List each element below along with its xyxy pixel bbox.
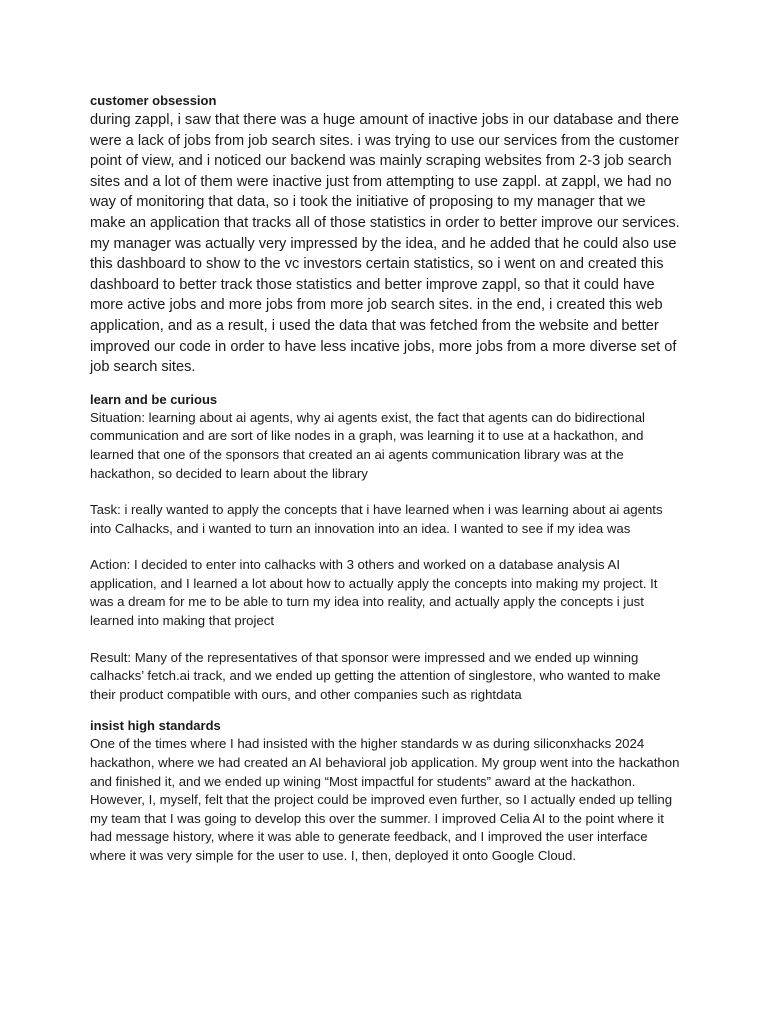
- section-insist-high-standards: [90, 717, 680, 865]
- task-paragraph: Task: i really wanted to apply the concepts that i have learned when i was learning about ai agents into Calhacks, and i wanted to turn an innovation into an idea. I wanted to see if my idea was: [90, 502, 663, 536]
- section-body: during zappl, i saw that there was a huge amount of inactive jobs in our database and there were a lack of jobs from job search sites. i was trying to use our services from the customer point of view, and i noticed our backend was mainly scraping websites from 2-3 job search sites and a lot of them were inactive just from attempting to use zappl. at zappl, we had no way of monitoring that data, so i took the initiative of proposing to my manager that we make an application that tracks all of those statistics in order to better improve our services. my manager was actually very impressed by the idea, and he added that he could also use this dashboard to show to the vc investors certain statistics, so i went on and created this dashboard to better track those statistics and better improve zappl, so that it could have more active jobs and more jobs from more job search sites. in the end, i created this web application, and as a result, i used the data that was fetched from the website and better improved our code in order to have less incative jobs, more jobs from a more diverse set of job search sites.: [90, 112, 680, 376]
- section-heading: insist high standards: [90, 718, 221, 734]
- section-body: One of the times where I had insisted with the higher standards w as during siliconxhacks 2024 hackathon, where we had created an AI behavioral job application. My group went into the hackathon and finished it, and we ended up wining “Most impactful for students” award at the hackathon. However, I, myself, felt that the project could be improved even further, so I actually ended up telling my team that I was going to develop this over the summer. I improved Celia AI to the point where it had message history, where it was able to generate feedback, and I improved the user interface where it was very simple for the user to use. I, then, deployed it onto Google Cloud.: [90, 736, 680, 863]
- section-heading: learn and be curious: [90, 391, 218, 407]
- document-page: [90, 92, 680, 866]
- situation-paragraph: Situation: learning about ai agents, why ai agents exist, the fact that agents can do bidirectional communication and are sort of like nodes in a graph, was learning it to use at a hackathon, and learned that one of the sponsors that created an ai agents communication library was at the hackathon, so decided to learn about the library: [90, 409, 645, 481]
- section-heading: customer obsession: [90, 93, 217, 108]
- section-customer-obsession: [90, 92, 680, 378]
- section-learn-and-be-curious: [90, 391, 680, 705]
- result-paragraph: Result: Many of the representatives of that sponsor were impressed and we ended up winning calhacks’ fetch.ai track, and we ended up getting the attention of singlestore, who wanted to make their product compatible with ours, and other companies such as rightdata: [90, 649, 661, 702]
- action-paragraph: Action: I decided to enter into calhacks with 3 others and worked on a database analysis AI application, and I learned a lot about how to actually apply the concepts into making my project. It was a dream for me to be able to turn my idea into reality, and actually apply the concepts i just learned into making that project: [90, 557, 658, 629]
